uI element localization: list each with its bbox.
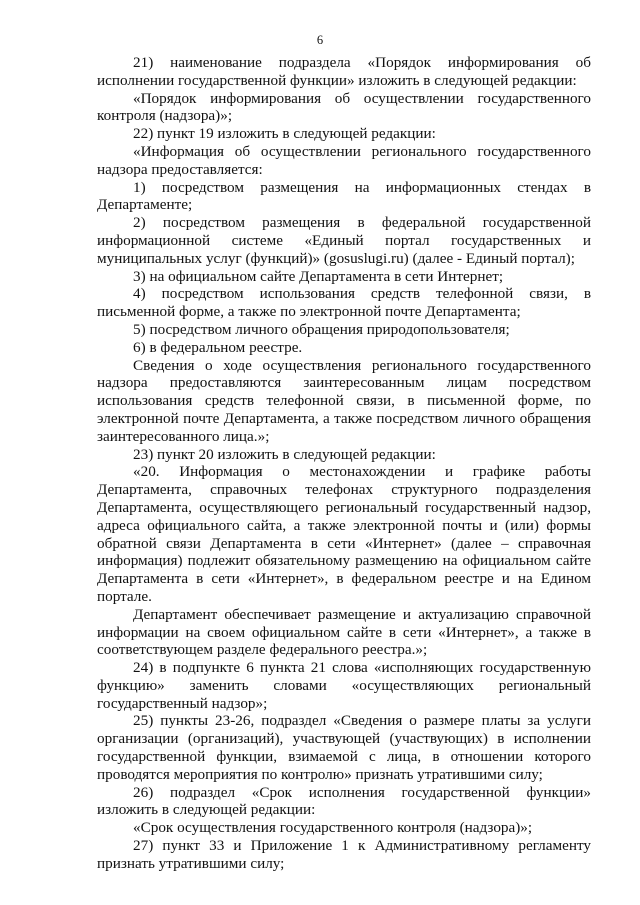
paragraph-point-20: «20. Информация о местонахождении и графике работы Департамента, справочных телефонах структурного подразделения Департамента, осуществляющего региональный государственный надзор, адреса официального сайта, а также электронной почты и (или) формы обратной связи Департамента в сети «Интернет» (далее – справочная информация) подлежит обязательному размещению на официальном сайте Департамента в сети «Интернет», в федеральном реестре и на Едином портале.: [97, 463, 591, 605]
paragraph-sub-2: 2) посредством размещения в федеральной государственной информационной системе «Единый портал государственных и муниципальных услуг (функций)» (gosuslugi.ru) (далее - Единый портал);: [97, 214, 591, 267]
paragraph-sub-1: 1) посредством размещения на информационных стендах в Департаменте;: [97, 178, 591, 214]
paragraph-info-intro: «Информация об осуществлении регионального государственного надзора предоставляется:: [97, 142, 591, 178]
paragraph-item-26: 26) подраздел «Срок исполнения государственной функции» изложить в следующей редакции:: [97, 783, 591, 819]
paragraph-item-22: 22) пункт 19 изложить в следующей редакции:: [133, 125, 436, 143]
paragraph-item-24: 24) в подпункте 6 пункта 21 слова «исполняющих государственную функцию» заменить словами «осуществляющих региональный государственный надзор»;: [97, 659, 591, 712]
paragraph-item-21: 21) наименование подраздела «Порядок информирования об исполнении государственной функции» изложить в следующей редакции:: [97, 54, 591, 89]
page-number: 6: [316, 33, 324, 47]
paragraph-item-25: 25) пункты 23-26, подраздел «Сведения о размере платы за услуги организации (организаций), участвующей (участвующих) в исполнении государственной функции, взимаемой с лица, в отношении которого проводятся мероприятия по контролю» признать утратившими силу;: [97, 712, 591, 783]
paragraph-progress-info: Сведения о ходе осуществления регионального государственного надзора предоставляются заинтересованным лицам посредством использования средств телефонной связи, в письменной форме, по электронной почте Департамента, а также посредством личного обращения заинтересованного лица.»;: [97, 356, 591, 445]
paragraph-sub-3: 3) на официальном сайте Департамента в сети Интернет;: [133, 267, 504, 285]
paragraph-sub-6: 6) в федеральном реестре.: [133, 338, 303, 356]
paragraph-new-term-title: «Срок осуществления государственного контроля (надзора)»;: [133, 819, 533, 837]
paragraph-department-ensures: Департамент обеспечивает размещение и актуализацию справочной информации на своем официальном сайте в сети «Интернет», а также в соответствующем разделе федерального реестра.»;: [97, 605, 591, 659]
paragraph-sub-4: 4) посредством использования средств телефонной связи, в письменной форме, а также по электронной почте Департамента;: [97, 285, 591, 321]
document-body: [97, 54, 591, 873]
paragraph-item-23: 23) пункт 20 изложить в следующей редакции:: [133, 445, 436, 463]
paragraph-sub-5: 5) посредством личного обращения природопользователя;: [133, 320, 510, 338]
paragraph-item-27: 27) пункт 33 и Приложение 1 к Административному регламенту признать утратившими силу;: [97, 837, 591, 872]
paragraph-new-subsection-title: «Порядок информирования об осуществлении государственного контроля (надзора)»;: [97, 89, 591, 125]
